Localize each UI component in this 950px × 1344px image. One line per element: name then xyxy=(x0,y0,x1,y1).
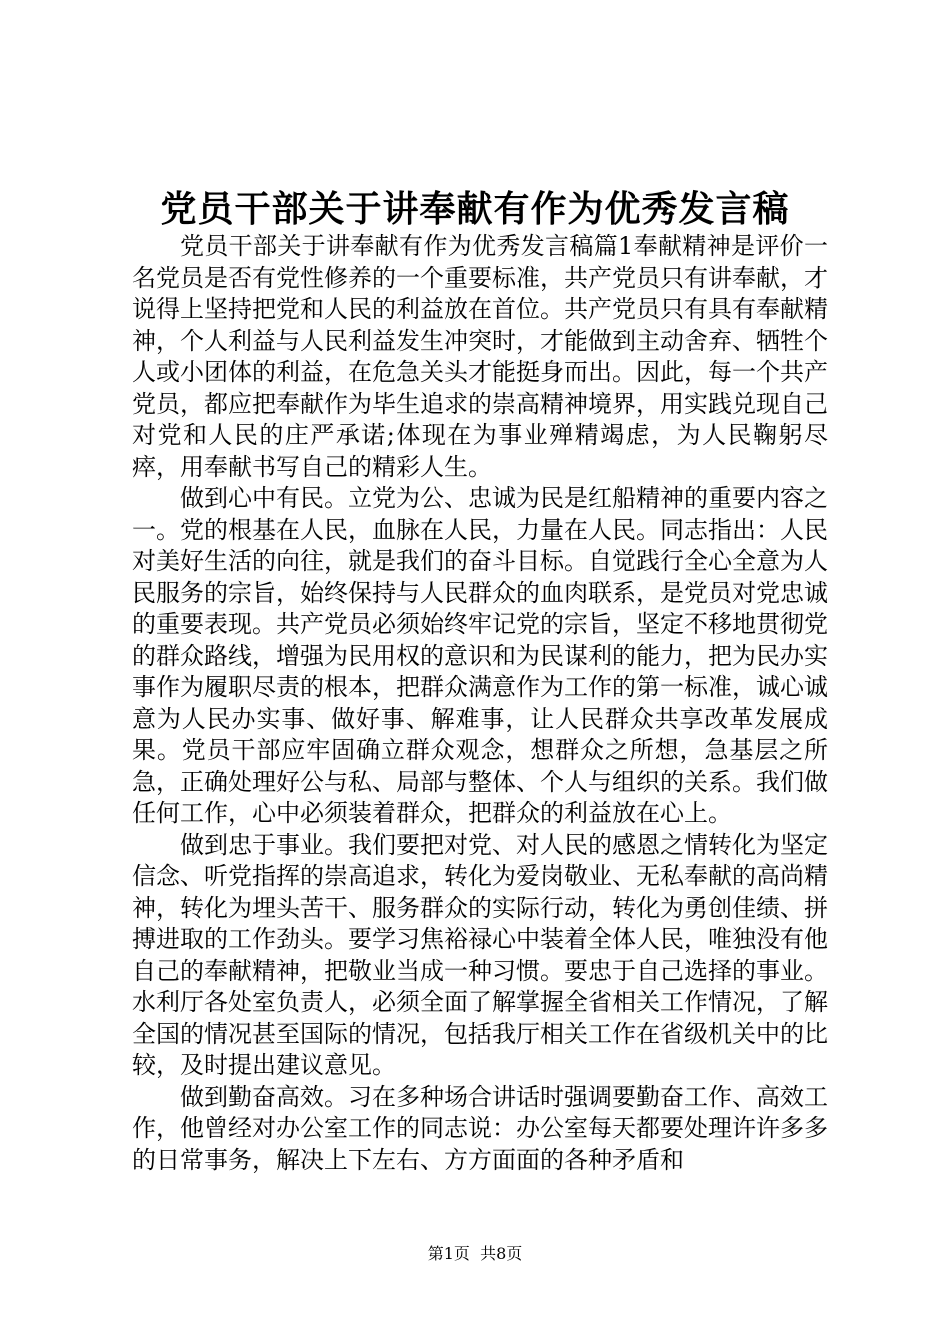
page-footer: 第1页 共8页 xyxy=(427,1244,523,1263)
paragraph: 做到心中有民。立党为公、忠诚为民是红船精神的重要内容之一。党的根基在人民，血脉在人民，力量在人民。同志指出：人民对美好生活的向往，就是我们的奋斗目标。自觉践行全心全意为人民服务的宗旨，始终保持与人民群众的血肉联系，是党员对党忠诚的重要表现。共产党员必须始终牢记党的宗旨，坚定不移地贯彻党的群众路线，增强为民用权的意识和为民谋利的能力，把为民办实事作为履职尽责的根本，把群众满意作为工作的第一标准，诚心诚意为人民办实事、做好事、解难事，让人民群众共享改革发展成果。党员干部应牢固确立群众观念，想群众之所想，急基层之所急，正确处理好公与私、局部与整体、个人与组织的关系。我们做任何工作，心中必须装着群众，把群众的利益放在心上。 xyxy=(132,484,828,827)
document-title: 党员干部关于讲奉献有作为优秀发言稿 xyxy=(160,189,790,230)
paragraph: 做到忠于事业。我们要把对党、对人民的感恩之情转化为坚定信念、听党指挥的崇高追求，转化为爱岗敬业、无私奉献的高尚精神，转化为埋头苦干、服务群众的实际行动，转化为勇创佳绩、拼搏进取的工作劲头。要学习焦裕禄心中装着全体人民，唯独没有他自己的奉献精神，把敬业当成一种习惯。要忠于自己选择的事业。水利厅各处室负责人，必须全面了解掌握全省相关工作情况，了解全国的情况甚至国际的情况，包括我厅相关工作在省级机关中的比较，及时提出建议意见。 xyxy=(132,830,828,1079)
paragraph: 党员干部关于讲奉献有作为优秀发言稿篇1奉献精神是评价一名党员是否有党性修养的一个重要标准，共产党员只有讲奉献，才说得上坚持把党和人民的利益放在首位。共产党员只有具有奉献精神，个人利益与人民利益发生冲突时，才能做到主动舍弃、牺牲个人或小团体的利益，在危急关头才能挺身而出。因此，每一个共产党员，都应把奉献作为毕生追求的崇高精神境界，用实践兑现自己对党和人民的庄严承诺;体现在为事业殚精竭虑，为人民鞠躬尽瘁，用奉献书写自己的精彩人生。 xyxy=(132,232,828,481)
document-body xyxy=(132,231,828,1176)
paragraph: 做到勤奋高效。习在多种场合讲话时强调要勤奋工作、高效工作，他曾经对办公室工作的同志说：办公室每天都要处理许许多多的日常事务，解决上下左右、方方面面的各种矛盾和 xyxy=(132,1082,828,1174)
